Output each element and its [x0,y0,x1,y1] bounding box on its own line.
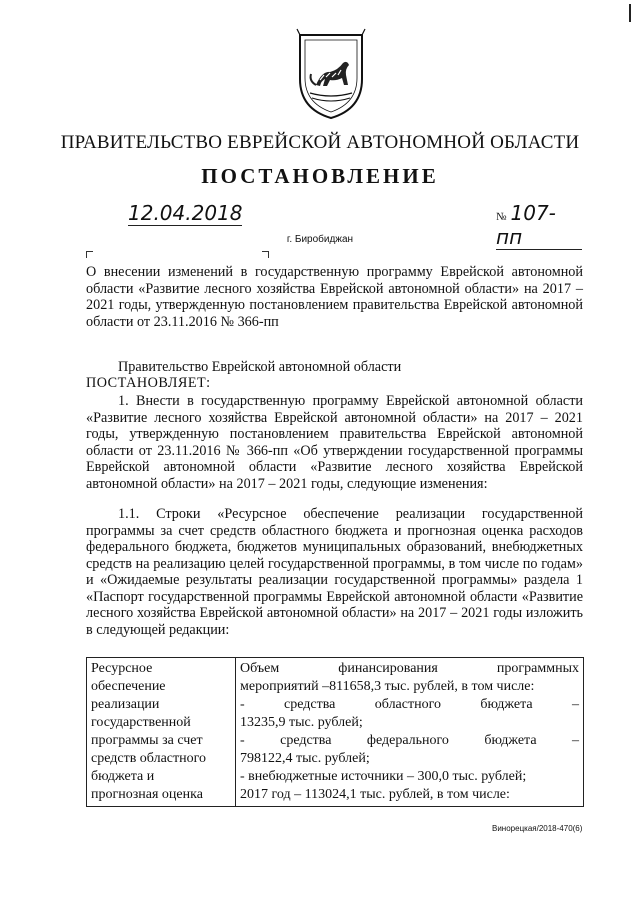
value-line: 798122,4 тыс. рублей; [240,751,370,766]
resource-table [86,657,584,807]
corner-mark-right [262,251,269,258]
table-row [87,658,584,807]
document-date: 12.04.2018 [128,201,243,225]
subject-text: О внесении изменений в государственную программу Еврейской автономной области «Развитие лесного хозяйства Еврейской автономной области» на 2017 – 2021 годы, утвержденную постановлением правительства Еврейской автономной области от 23.11.2016 № 366-пп [86,264,583,330]
value-line: - средства областного бюджета – [240,697,579,712]
coat-of-arms-icon [294,25,368,121]
value-line: - внебюджетные источники – 300,0 тыс. рублей; [240,769,527,784]
label-line: государственной [91,715,191,730]
label-line: обеспечение [91,679,166,694]
label-line: прогнозная оценка [91,787,203,802]
label-line: Ресурсное [91,661,153,676]
value-line: Объем финансирования программных [240,661,579,676]
number-prefix: № [496,211,507,223]
value-line: - средства федерального бюджета – [240,733,579,748]
value-line: 13235,9 тыс. рублей; [240,715,363,730]
table-cell-value [236,658,584,807]
corner-mark-left [86,251,93,258]
item-1-text: 1. Внести в государственную программу Еврейской автономной области «Развитие лесного хозяйства Еврейской автономной области» на 2017 – 2021 годы, утвержденную постановлением правительства Еврейской автономной области от 23.11.2016 № 366-пп «Об утверждении государственной программы Еврейской автономной области «Развитие лесного хозяйства Еврейской автономной области» на 2017 – 2021 годы, следующие изменения: [86,393,583,492]
label-line: средств областного [91,751,207,766]
table-cell-label [87,658,236,807]
label-line: реализации [91,697,160,712]
document-number: 107-пп [496,201,556,249]
item-1-1-text: 1.1. Строки «Ресурсное обеспечение реализации государственной программы за счет средств областного бюджета и прогнозная оценка расходов федерального бюджета, бюджетов муниципальных образований, внебюджетных средств на реализацию целей государственной программы, в том числе по годам» и «Ожидаемые результаты реализации государственной программы» раздела 1 «Паспорт государственной программы Еврейской автономной области «Развитие лесного хозяйства Еврейской автономной области» на 2017 – 2021 годы изложить в следующей редакции: [86,506,583,638]
footer-code: Винорецкая/2018-470(6) [492,824,583,833]
document-date-field [128,201,242,226]
resolves-heading: ПОСТАНОВЛЯЕТ: [86,375,211,391]
label-line: бюджета и [91,769,155,784]
city-label: г. Биробиджан [286,234,354,245]
document-type: ПОСТАНОВЛЕНИЕ [201,164,439,188]
edge-mark [629,4,631,22]
value-line: 2017 год – 113024,1 тыс. рублей, в том числе: [240,787,510,802]
label-line: программы за счет [91,733,203,748]
government-name: Правительство Еврейской автономной области [118,359,402,375]
government-title: ПРАВИТЕЛЬСТВО ЕВРЕЙСКОЙ АВТОНОМНОЙ ОБЛАСТИ [60,132,580,153]
value-line: мероприятий –811658,3 тыс. рублей, в том числе: [240,679,535,694]
